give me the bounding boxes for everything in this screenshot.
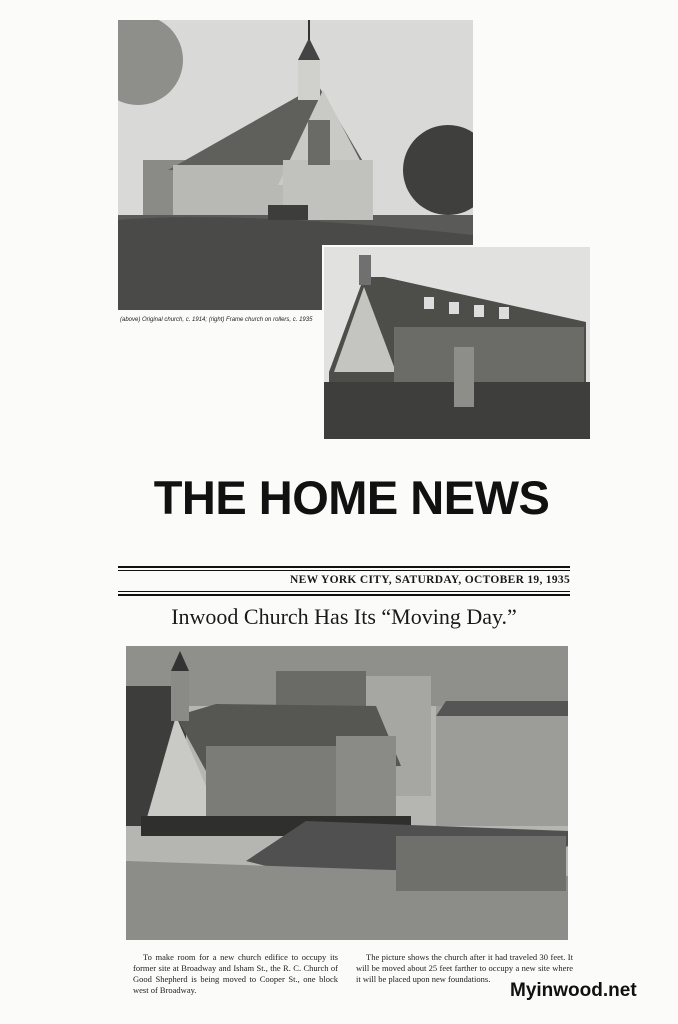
article-paragraph-1: To make room for a new church edifice to occupy its former site at Broadway and Isham St., the R. C. Church of Good Shepherd is being moved to Cooper St., one block west of Broadway. (133, 952, 338, 995)
rule-top-thin (118, 570, 570, 571)
rule-bottom (118, 594, 570, 596)
dateline: NEW YORK CITY, SATURDAY, OCTOBER 19, 1935 (290, 574, 570, 586)
photo-church-moving-day (126, 646, 568, 940)
site-watermark: Myinwood.net (510, 980, 637, 1001)
article-headline: Inwood Church Has Its “Moving Day.” (171, 604, 517, 629)
rule-top (118, 566, 570, 568)
rule-bottom-thin (118, 591, 570, 592)
newspaper-masthead: THE HOME NEWS (153, 471, 550, 524)
photo-caption: (above) Original church, c. 1914; (right) Frame church on rollers, c. 1935 (120, 317, 313, 323)
article-paragraph-2: The picture shows the church after it had traveled 30 feet. It will be moved about 25 feet farther to occupy a new site where it will be placed upon new foundations. (356, 952, 573, 984)
photo-frame-church-on-rollers (322, 245, 592, 441)
